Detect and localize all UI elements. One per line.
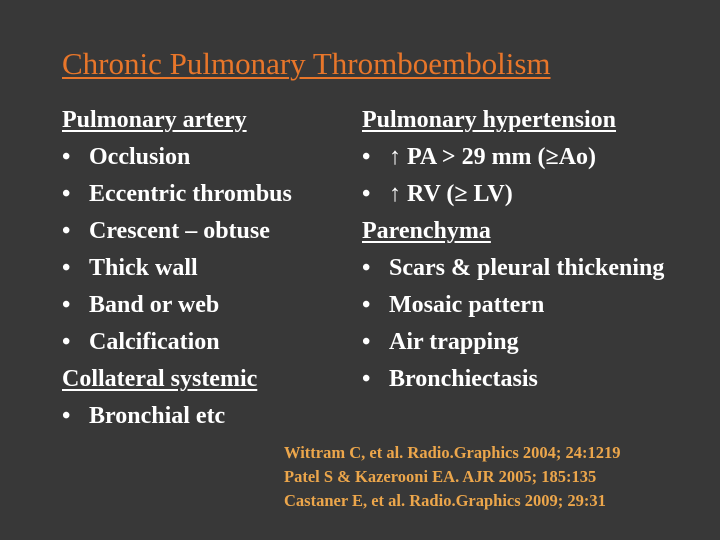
bullet-text: Occlusion xyxy=(89,144,191,170)
bullet-text: Eccentric thrombus xyxy=(89,181,292,207)
bullet-marker: • xyxy=(62,181,71,207)
bullet-item xyxy=(62,398,292,435)
bullet-marker: • xyxy=(362,255,371,281)
bullet-marker: • xyxy=(62,218,71,244)
bullet-item xyxy=(362,139,664,176)
bullet-marker: • xyxy=(362,144,371,170)
reference-line: Castaner E, et al. Radio.Graphics 2009; 29:31 xyxy=(284,491,606,510)
section-heading-pulmonary-hypertension: Pulmonary hypertension xyxy=(362,107,617,133)
bullet-marker: • xyxy=(362,366,371,392)
bullet-text: Mosaic pattern xyxy=(389,292,545,318)
bullet-marker: • xyxy=(362,329,371,355)
bullet-text: Bronchial etc xyxy=(89,403,226,429)
bullet-item xyxy=(362,324,664,361)
bullet-item xyxy=(62,324,292,361)
bullet-item xyxy=(62,213,292,250)
bullet-item xyxy=(62,287,292,324)
right-column xyxy=(362,102,664,398)
section-heading-pulmonary-artery: Pulmonary artery xyxy=(62,107,247,133)
bullet-marker: • xyxy=(62,255,71,281)
bullet-text: Crescent – obtuse xyxy=(89,218,270,244)
bullet-marker: • xyxy=(362,292,371,318)
bullet-marker: • xyxy=(62,292,71,318)
bullet-item xyxy=(62,250,292,287)
bullet-marker: • xyxy=(62,329,71,355)
bullet-text: Thick wall xyxy=(89,255,198,281)
bullet-marker: • xyxy=(62,144,71,170)
section-heading-parenchyma: Parenchyma xyxy=(362,218,491,244)
bullet-text: Calcification xyxy=(89,329,220,355)
bullet-marker: • xyxy=(362,181,371,207)
bullet-item xyxy=(362,250,664,287)
bullet-item xyxy=(62,139,292,176)
slide-title: Chronic Pulmonary Thromboembolism xyxy=(62,46,551,81)
bullet-text: Bronchiectasis xyxy=(389,366,538,392)
bullet-item xyxy=(362,361,664,398)
left-column xyxy=(62,102,292,435)
bullet-item xyxy=(62,176,292,213)
section-heading-collateral-systemic: Collateral systemic xyxy=(62,366,258,392)
bullet-text: Band or web xyxy=(89,292,220,318)
references xyxy=(284,441,621,513)
bullet-marker: • xyxy=(62,403,71,429)
reference-line: Patel S & Kazerooni EA. AJR 2005; 185:135 xyxy=(284,467,597,486)
bullet-text: Air trapping xyxy=(389,329,519,355)
bullet-text: ↑ RV (≥ LV) xyxy=(389,181,513,207)
bullet-text: Scars & pleural thickening xyxy=(389,255,665,281)
bullet-item xyxy=(362,176,664,213)
bullet-item xyxy=(362,287,664,324)
bullet-text: ↑ PA > 29 mm (≥Ao) xyxy=(389,144,597,170)
reference-line: Wittram C, et al. Radio.Graphics 2004; 24:1219 xyxy=(284,443,621,462)
